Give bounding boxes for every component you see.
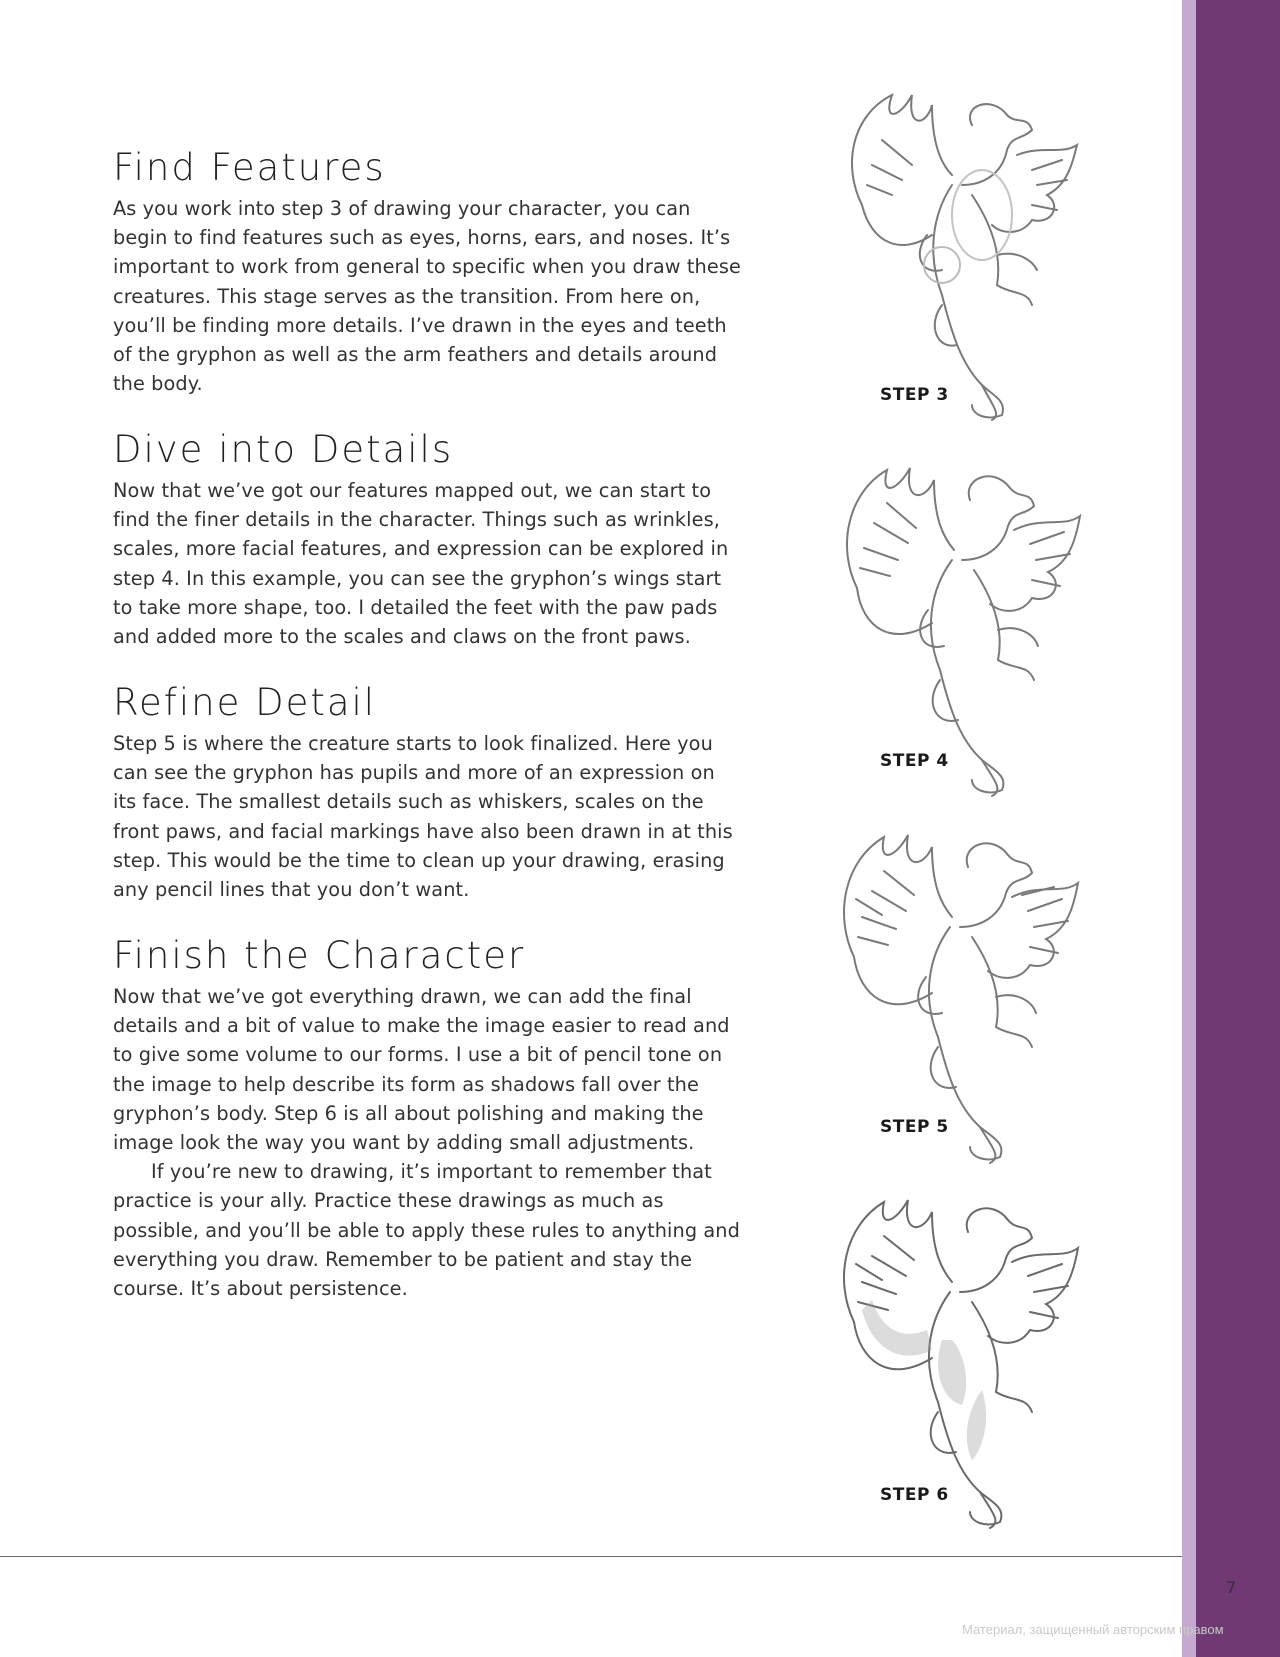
section-dive-into-details — [113, 428, 743, 651]
sidebar-accent-dark — [1196, 0, 1280, 1657]
section-paragraph: If you’re new to drawing, it’s important to remember that practice is your ally. Practice these drawings as much as possible, and you’ll be able to apply these rules to anything and everything you draw. Remember to be patient and stay the course. It’s about persistence. — [113, 1160, 740, 1301]
figure-step-6 — [832, 1190, 1102, 1530]
section-paragraph: Now that we’ve got our features mapped out, we can start to find the finer details in the character. Things such as wrinkles, scales, more facial features, and expression can be explored in step 4. In this example, you can see the gryphon’s wings start to take more shape, too. I detailed the feet with the paw pads and added more to the scales and claws on the front paws. — [113, 479, 729, 649]
figure-step-3 — [832, 85, 1102, 425]
gryphon-sketch-icon — [832, 458, 1102, 798]
figure-step-5 — [832, 825, 1102, 1165]
section-refine-detail — [113, 681, 743, 904]
section-paragraph: As you work into step 3 of drawing your character, you can begin to find features such as eyes, horns, ears, and noses. It’s important to work from general to specific when you draw these creatures. This stage serves as the transition. From here on, you’ll be finding more details. I’ve drawn in the eyes and teeth of the gryphon as well as the arm feathers and details around the body. — [113, 197, 741, 396]
section-find-features — [113, 146, 743, 398]
gryphon-sketch-icon — [832, 1190, 1102, 1530]
figure-step-4 — [832, 458, 1102, 798]
step-label: STEP 6 — [880, 1485, 949, 1505]
section-heading: Find Features — [113, 146, 386, 189]
copyright-watermark: Материал, защищенный авторским правом — [962, 1622, 1224, 1637]
step-label: STEP 4 — [880, 751, 949, 771]
section-paragraph: Step 5 is where the creature starts to look finalized. Here you can see the gryphon has pupils and more of an expression on its face. The smallest details such as whiskers, scales on the front paws, and facial markings have also been drawn in at this step. This would be the time to clean up your drawing, erasing any pencil lines that you don’t want. — [113, 732, 733, 902]
footer-divider — [0, 1556, 1182, 1557]
section-finish-the-character — [113, 934, 743, 1303]
section-heading: Dive into Details — [113, 428, 454, 471]
section-paragraph: Now that we’ve got everything drawn, we can add the final details and a bit of value to make the image easier to read and to give some volume to our forms. I use a bit of pencil tone on the image to help describe its form as shadows fall over the gryphon’s body. Step 6 is all about polishing and making the image look the way you want by adding small adjustments. — [113, 985, 730, 1155]
gryphon-sketch-icon — [832, 825, 1102, 1165]
page-number: 7 — [1226, 1578, 1237, 1597]
section-heading: Refine Detail — [113, 681, 377, 724]
sidebar-accent-light — [1182, 0, 1196, 1657]
section-heading: Finish the Character — [113, 934, 526, 977]
step-label: STEP 3 — [880, 385, 949, 405]
step-label: STEP 5 — [880, 1117, 949, 1137]
gryphon-sketch-icon — [832, 85, 1102, 425]
